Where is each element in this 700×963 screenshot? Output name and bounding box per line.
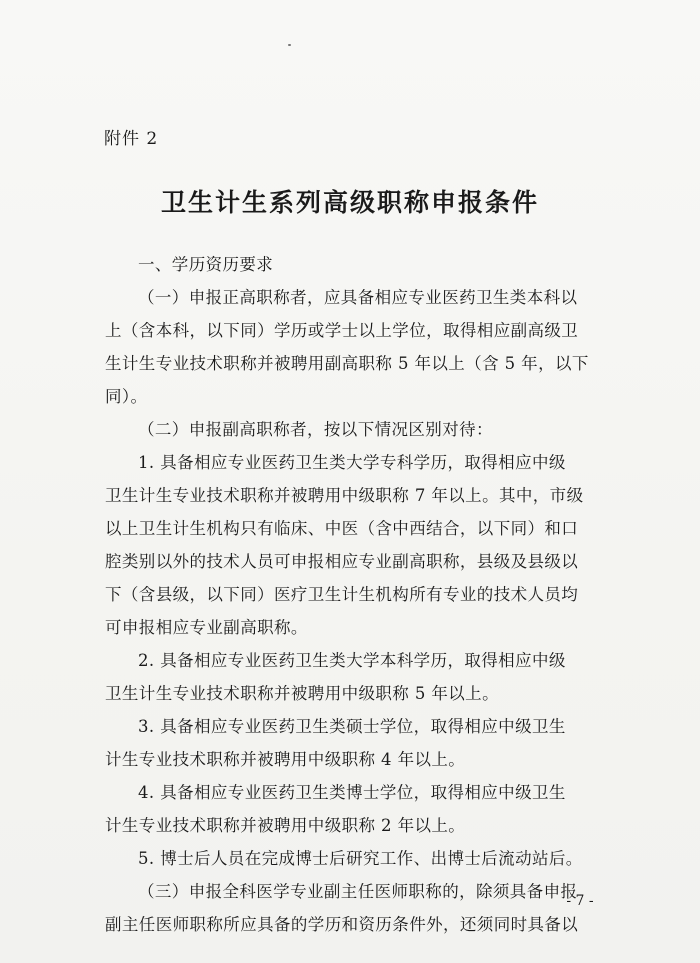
- text-line: （一）申报正高职称者，应具备相应专业医药卫生类本科以: [138, 288, 578, 307]
- text-line: 1. 具备相应专业医药卫生类大学专科学历，取得相应中级: [138, 453, 566, 472]
- attachment-label: 附件 2: [104, 129, 159, 149]
- text-line: 2. 具备相应专业医药卫生类大学本科学历，取得相应中级: [138, 651, 566, 670]
- text-line: 5. 博士后人员在完成博士后研究工作、出博士后流动站后。: [138, 849, 583, 868]
- text-line: 下（含县级，以下同）医疗卫生计生机构所有专业的技术人员均: [105, 585, 579, 604]
- text-line: 腔类别以外的技术人员可申报相应专业副高职称，县级及县级以: [105, 552, 579, 571]
- body-text: [105, 248, 625, 941]
- text-line: 计生专业技术职称并被聘用中级职称 2 年以上。: [105, 816, 466, 835]
- text-line: 卫生计生专业技术职称并被聘用中级职称 5 年以上。: [105, 684, 499, 703]
- text-line: 4. 具备相应专业医药卫生类博士学位，取得相应中级卫生: [138, 783, 566, 802]
- text-line: 上（含本科，以下同）学历或学士以上学位，取得相应副高级卫: [105, 321, 579, 340]
- text-line: （二）申报副高职称者，按以下情况区别对待：: [138, 420, 493, 439]
- text-line: 计生专业技术职称并被聘用中级职称 4 年以上。: [105, 750, 466, 769]
- text-line: 卫生计生专业技术职称并被聘用中级职称 7 年以上。其中，市级: [105, 486, 584, 505]
- page-number: - 7 -: [566, 893, 594, 909]
- text-line: 以上卫生计生机构只有临床、中医（含中西结合，以下同）和口: [105, 519, 579, 538]
- scan-speck: [288, 44, 291, 46]
- document-title: 卫生计生系列高级职称申报条件: [160, 188, 539, 217]
- text-line: 3. 具备相应专业医药卫生类硕士学位，取得相应中级卫生: [138, 717, 566, 736]
- text-line: 同）。: [105, 387, 148, 406]
- text-line: 一、学历资历要求: [138, 255, 274, 274]
- text-line: 生计生专业技术职称并被聘用副高职称 5 年以上（含 5 年，以下: [105, 354, 589, 373]
- text-line: 副主任医师职称所应具备的学历和资历条件外，还须同时具备以: [105, 915, 579, 934]
- text-line: （三）申报全科医学专业副主任医师职称的，除须具备申报: [138, 882, 578, 901]
- text-line: 可申报相应专业副高职称。: [105, 618, 308, 637]
